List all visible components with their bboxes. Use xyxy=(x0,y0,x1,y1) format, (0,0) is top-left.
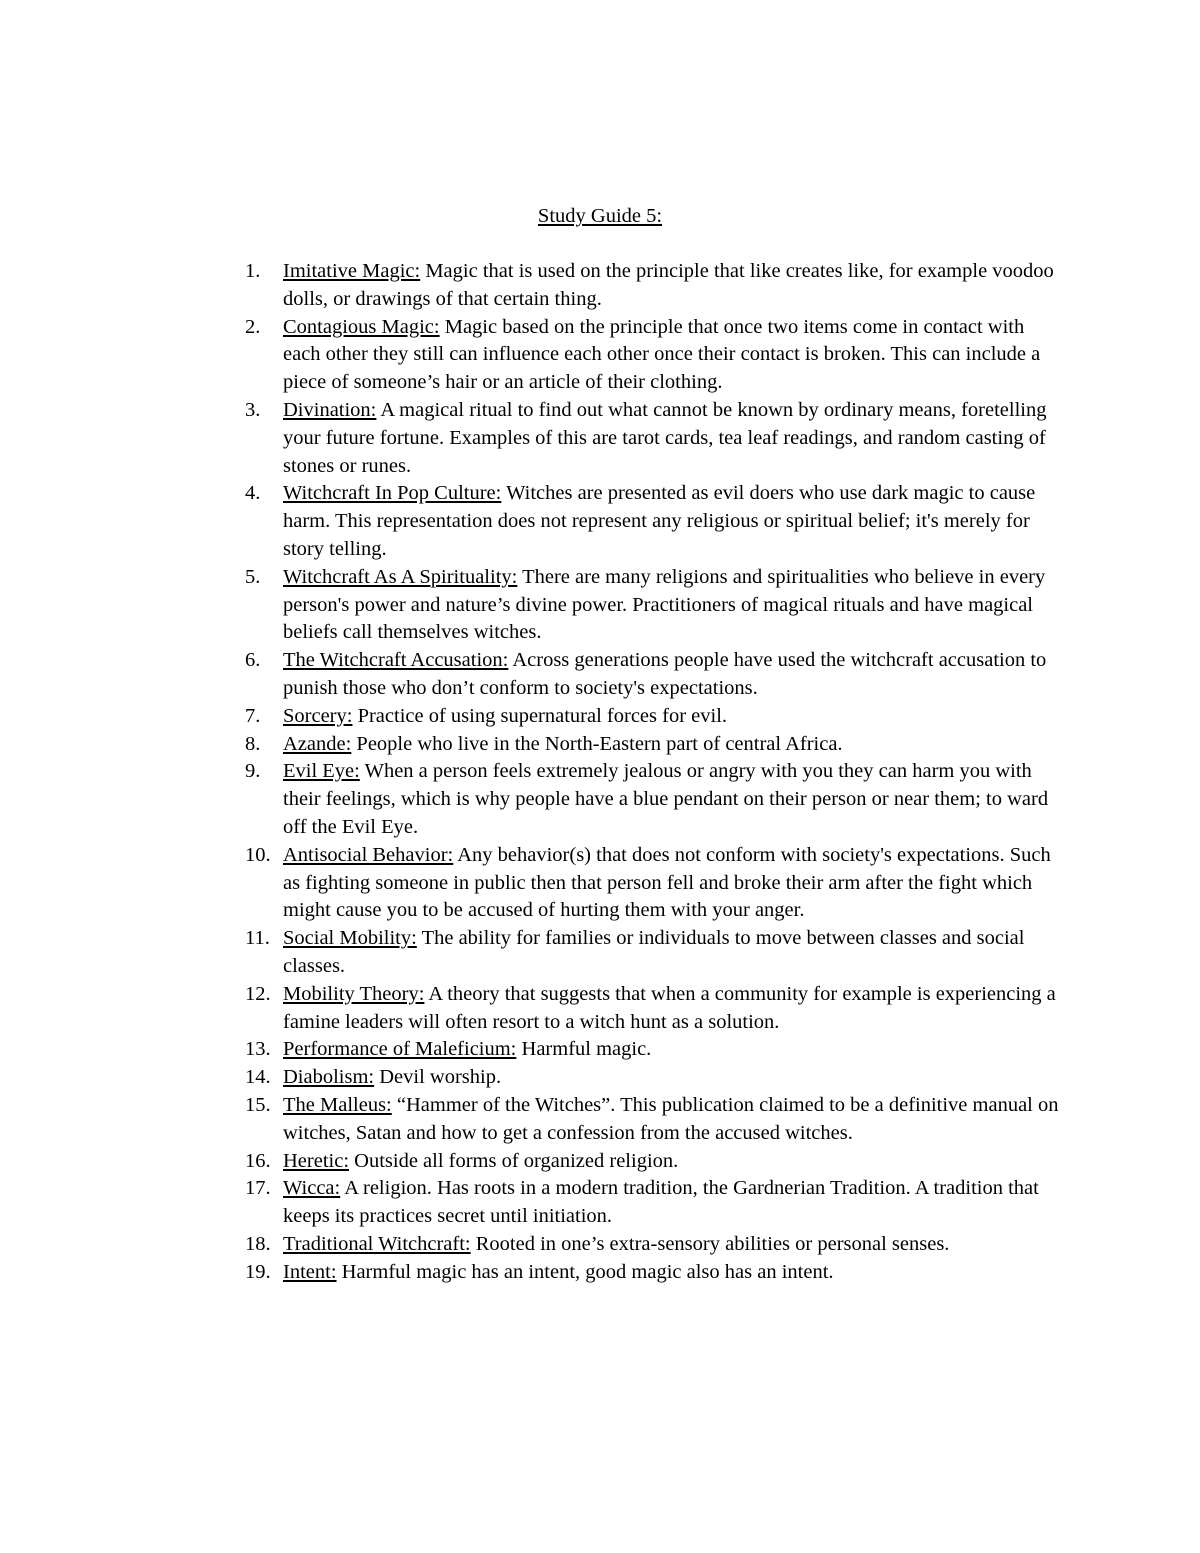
item-term: Mobility Theory: xyxy=(283,982,425,1005)
item-term: Imitative Magic: xyxy=(283,260,421,282)
list-item xyxy=(245,1092,1065,1148)
item-term: Divination: xyxy=(283,398,377,421)
item-definition: Any behavior(s) that does not conform with society's expectations. Such as fighting someone in public then that person fell and broke their arm after the fight which might cause you to be accused of hurting them with your anger. xyxy=(283,843,1051,922)
item-number: 19. xyxy=(245,1260,271,1283)
item-term: Sorcery: xyxy=(283,704,353,727)
item-number: 16. xyxy=(245,1149,271,1172)
item-term: Witchcraft In Pop Culture: xyxy=(283,482,502,505)
item-definition: Outside all forms of organized religion. xyxy=(349,1149,679,1172)
item-number: 10. xyxy=(245,843,271,866)
item-definition: Devil worship. xyxy=(374,1066,502,1089)
item-definition: A magical ritual to find out what cannot be known by ordinary means, foretelling your future fortune. Examples of this are tarot cards, tea leaf readings, and random casting of stones or runes. xyxy=(283,398,1047,477)
list-item xyxy=(245,1259,1065,1287)
item-definition: Across generations people have used the witchcraft accusation to punish those who don’t conform to society's expectations. xyxy=(283,649,1047,699)
item-definition: Harmful magic has an intent, good magic also has an intent. xyxy=(336,1260,834,1283)
item-number: 3. xyxy=(245,398,261,421)
item-definition: Rooted in one’s extra-sensory abilities or personal senses. xyxy=(470,1232,950,1255)
item-number: 5. xyxy=(245,565,261,588)
item-number: 15. xyxy=(245,1093,271,1116)
item-number: 14. xyxy=(245,1066,271,1089)
list-item xyxy=(245,564,1065,647)
item-term: Witchcraft As A Spirituality: xyxy=(283,565,518,588)
list-item xyxy=(245,842,1065,925)
list-item xyxy=(245,1231,1065,1259)
item-term: Intent: xyxy=(283,1260,337,1283)
list-item xyxy=(245,314,1065,397)
list-item xyxy=(245,397,1065,480)
item-definition: Practice of using supernatural forces for evil. xyxy=(352,704,728,727)
item-number: 12. xyxy=(245,982,271,1005)
item-definition: There are many religions and spiritualities who believe in every person's power and nature’s divine power. Practitioners of magical rituals and have magical beliefs call themselves witches. xyxy=(283,565,1046,644)
list-item xyxy=(245,1064,1065,1092)
item-term: Social Mobility: xyxy=(283,927,417,950)
item-definition: Harmful magic. xyxy=(516,1038,652,1061)
item-term: Heretic: xyxy=(283,1149,350,1172)
item-definition: A religion. Has roots in a modern tradition, the Gardnerian Tradition. A tradition that keeps its practices secret until initiation. xyxy=(283,1177,1039,1228)
item-definition: People who live in the North-Eastern part of central Africa. xyxy=(351,732,843,755)
item-term: Antisocial Behavior: xyxy=(283,843,454,866)
list-item xyxy=(245,731,1065,759)
list-item xyxy=(245,258,1065,314)
item-definition: Witches are presented as evil doers who use dark magic to cause harm. This representation does not represent any religious or spiritual belief; it's merely for story telling. xyxy=(283,482,1036,560)
item-number: 17. xyxy=(245,1177,271,1200)
list-item xyxy=(245,480,1065,563)
item-number: 7. xyxy=(245,704,261,727)
item-definition: The ability for families or individuals to move between classes and social classes. xyxy=(283,927,1025,977)
item-definition: When a person feels extremely jealous or angry with you they can harm you with their feelings, which is why people have a blue pendant on their person or near them; to ward off the Evil Eye. xyxy=(283,760,1049,838)
item-term: Traditional Witchcraft: xyxy=(283,1232,471,1255)
list-item xyxy=(245,703,1065,731)
list-item xyxy=(245,981,1065,1037)
list-item xyxy=(245,1175,1065,1231)
item-term: Azande: xyxy=(283,732,352,755)
item-number: 13. xyxy=(245,1038,271,1061)
list-item xyxy=(245,1148,1065,1176)
item-number: 9. xyxy=(245,760,261,783)
item-term: Performance of Maleficium: xyxy=(283,1038,517,1061)
item-number: 8. xyxy=(245,732,261,755)
item-number: 6. xyxy=(245,649,261,672)
item-number: 11. xyxy=(245,927,270,950)
item-number: 1. xyxy=(245,260,261,282)
glossary-list xyxy=(245,258,1065,1286)
page-title: Study Guide 5: xyxy=(537,205,663,227)
item-term: The Malleus: xyxy=(283,1093,392,1116)
item-term: Wicca: xyxy=(283,1177,341,1200)
item-term: The Witchcraft Accusation: xyxy=(283,649,509,672)
item-term: Evil Eye: xyxy=(283,760,360,783)
item-definition: A theory that suggests that when a community for example is experiencing a famine leaders will often resort to a witch hunt as a solution. xyxy=(283,982,1056,1033)
item-definition: Magic based on the principle that once two items come in contact with each other they still can influence each other once their contact is broken. This can include a piece of someone’s hair or an article of their clothing. xyxy=(283,315,1041,394)
item-number: 2. xyxy=(245,315,261,338)
item-definition: “Hammer of the Witches”. This publication claimed to be a definitive manual on witches, Satan and how to get a confession from the accused witches. xyxy=(283,1093,1059,1144)
item-definition: Magic that is used on the principle that like creates like, for example voodoo dolls, or drawings of that certain thing. xyxy=(283,260,1054,310)
item-number: 4. xyxy=(245,482,261,505)
list-item xyxy=(245,925,1065,981)
list-item xyxy=(245,758,1065,841)
list-item xyxy=(245,1036,1065,1064)
item-number: 18. xyxy=(245,1232,271,1255)
list-item xyxy=(245,647,1065,703)
item-term: Contagious Magic: xyxy=(283,315,440,338)
item-term: Diabolism: xyxy=(283,1066,375,1089)
